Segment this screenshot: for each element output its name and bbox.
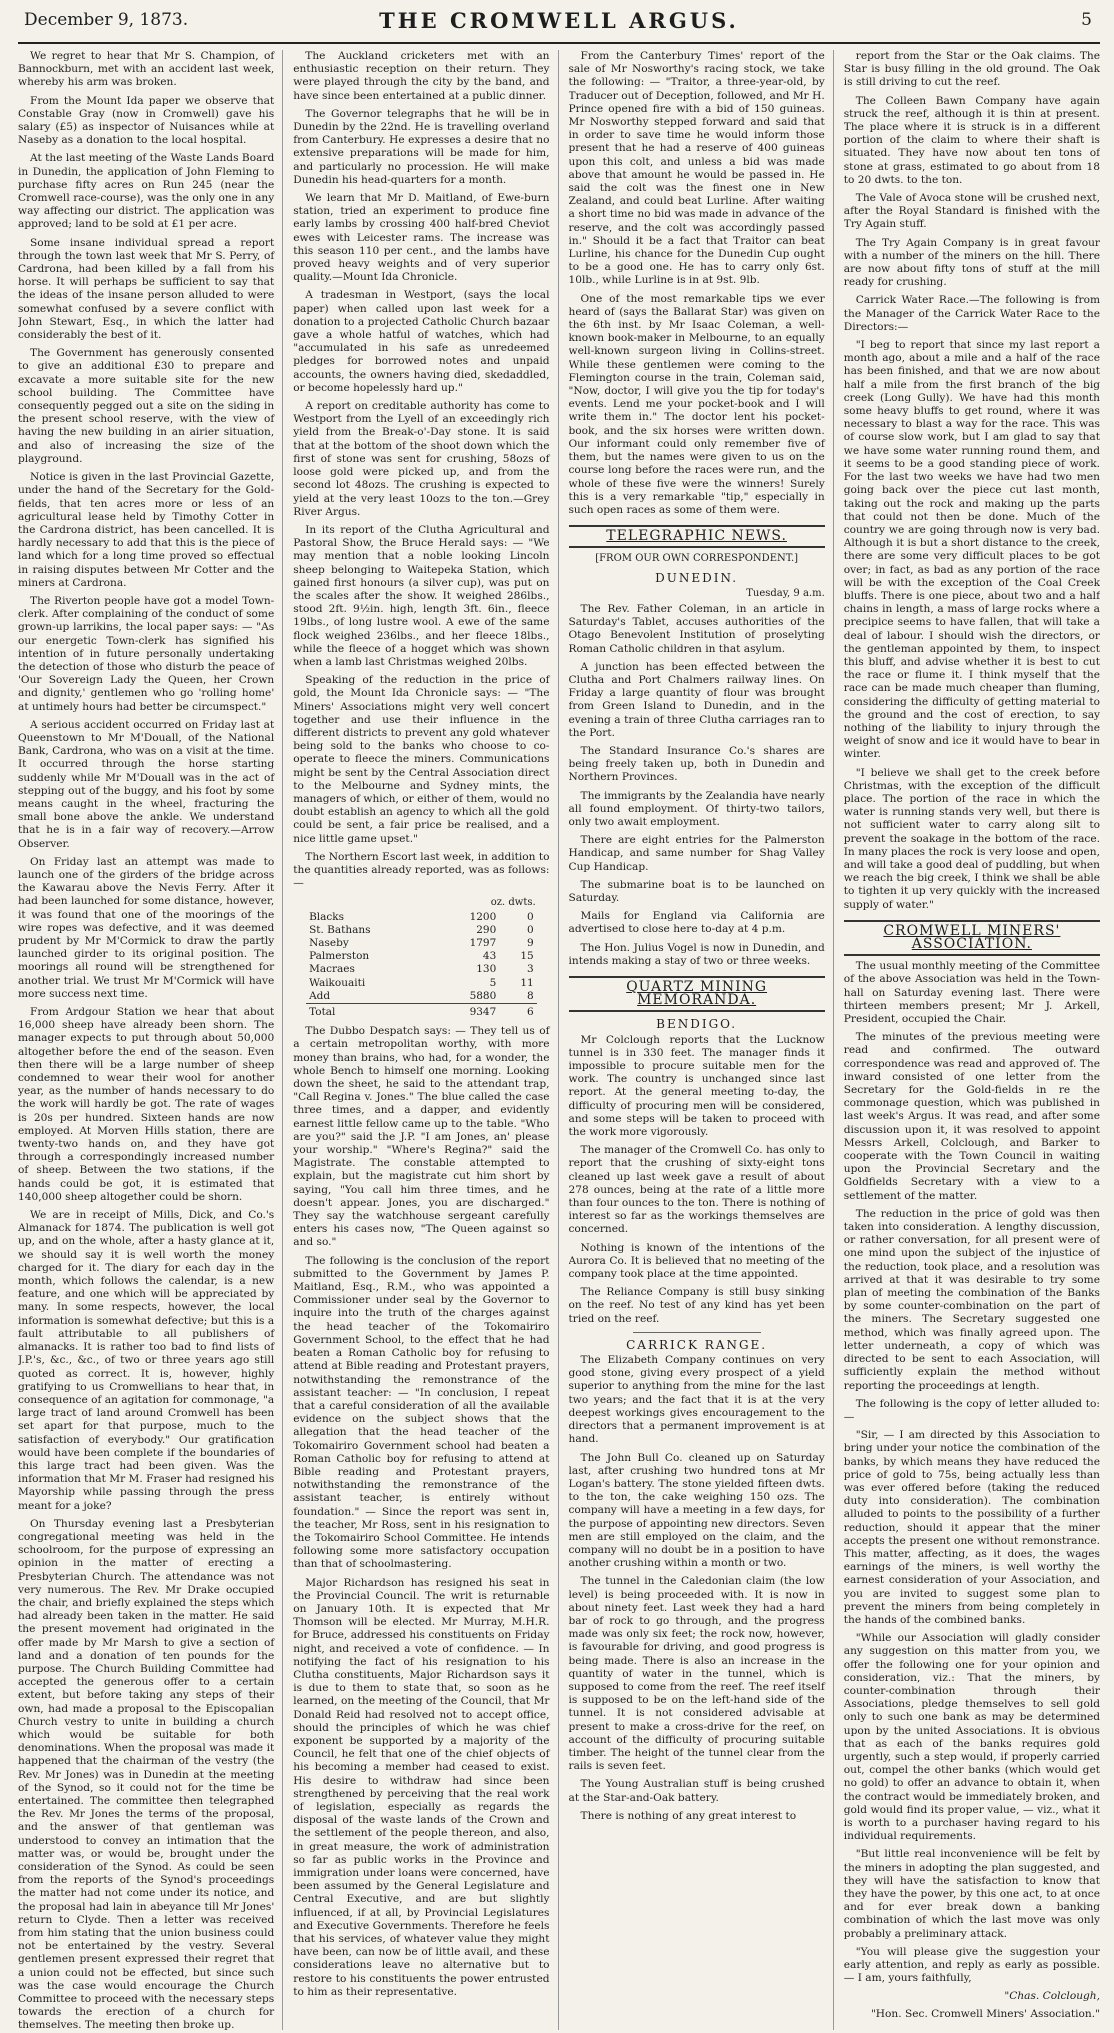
escort-place: Naseby	[309, 937, 349, 949]
association-paragraph: "But little real inconvenience will be felt by the miners in adopting the plan suggested, and they will have the satisfaction to know that they have the power, by this one act, to at once and for ever break down a banking combination of which the last move was only probably a preliminary attack.	[843, 1848, 1100, 1940]
escort-place: Palmerston	[309, 950, 370, 963]
article-paragraph: A tradesman in Westport, (says the local paper) when called upon last week for a donation to a projected Catholic Church bazaar gave a whole hatful of watches, which had "accumulated in his safe as unredeemed pledges for borrowed notes and unpaid accounts, the owners having died, skedaddled, or become hopelessly hard up."	[293, 289, 550, 394]
escort-row	[306, 924, 537, 937]
carrick-item: The Young Australian stuff is being crushed at the Star-and-Oak battery.	[568, 1778, 825, 1804]
article-paragraph: The Vale of Avoca stone will be crushed next, after the Royal Standard is finished with the Try Again stuff.	[843, 192, 1100, 231]
newspaper-title: THE CROMWELL ARGUS.	[379, 8, 739, 33]
escort-oz: 130	[476, 963, 497, 976]
escort-place: Waikouaiti	[309, 976, 366, 989]
article-paragraph: The Colleen Bawn Company have again struck the reef, although it is thin at present. The place where it is struck is in a different portion of the claim to where their shaft is situated. They have now about ten tons of stone at grass, estimated to go about from 18 to 20 dwts. to the ton.	[843, 94, 1100, 186]
escort-dwts: 0	[527, 923, 534, 936]
article-paragraph: Notice is given in the last Provincial Gazette, under the hand of the Secretary for the Gold-fields, that ten acres more or less of an agricultural lease held by Timothy Cotter in the Cardrona district, has been cancelled. It is hardly necessary to add that this is the piece of land which for a long time proved so effectual in raising disputes between Mr Cotter and the miners at Cardrona.	[18, 471, 275, 589]
escort-total-oz: 9347	[436, 1004, 499, 1020]
escort-dwts: 9	[527, 937, 534, 949]
column-1	[18, 50, 283, 2030]
telegraph-item: The submarine boat is to be launched on Saturday.	[568, 878, 825, 904]
article-paragraph: We are in receipt of Mills, Dick, and Co.'s Almanack for 1874. The publication is well got up, and on the whole, after a hasty glance at it, we should say it is well worth the money charged for it. The diary for each day in the month, which follows the calendar, is a new feature, and one which will be appreciated by many. In some respects, however, the local information is somewhat defective; but this is a fault attributable to all publishers of almanacks. It is rather too bad to find lists of J.P.'s, &c., &c., of two or three years ago still quoted as correct. It is, however, highly gratifying to us Cromwellians to hear that, in consequence of an agitation for commonage, "a large tract of land around Cromwell has been set apart for that purpose, much to the satisfaction of everybody." Our gratification would have been complete if the boundaries of this large tract had been given. Was the information that Mr M. Fraser had resigned his Mayorship while passing through the press meant for a joke?	[18, 1209, 275, 1512]
signature-title: "Hon. Sec. Cromwell Miners' Association."	[870, 2007, 1100, 2020]
article-paragraph: The Government has generously consented to give an additional £30 to prepare and excavate a more suitable site for the new school building. The Committee have consequently pegged out a site on the siding in the present school reserve, with the view of having the new building in an airier situation, and also of increasing the size of the playground.	[18, 347, 275, 465]
article-paragraph: Speaking of the reduction in the price of gold, the Mount Ida Chronicle says: — "The Miners' Associations might very well concert together and use their influence in the different districts to prevent any gold whatever being sold to the banks who choose to co-operate to fleece the miners. Communications might be sent by the Central Association direct to the Melbourne and Sydney mints, the managers of which, or either of them, would no doubt establish an agency to which all the gold could be sent, a fair price be realised, and a nice little game upset."	[293, 674, 550, 845]
article-paragraph: From the Mount Ida paper we observe that Constable Gray (now in Cromwell) gave his salary (£5) as inspector of Nuisances while at Naseby as a donation to the local hospital.	[18, 94, 275, 147]
carrick-range-heading: CARRICK RANGE.	[626, 1337, 768, 1352]
divider	[633, 1332, 761, 1333]
article-paragraph: From Ardgour Station we hear that about 16,000 sheep have already been shorn. The manager expects to put through about 50,000 altogether before the end of the season. Even then there will be a large number of sheep condemned to wear their wool for another year, as the number of hands necessary to do the work will hardly be got. The rate of wages is 20s per hundred. Sixteen hands are now employed. At Morven Hills station, there are twenty-two hands on, and they have got through a correspondingly increased number of sheep. Between the two stations, if the hands could be got, it is estimated that 140,000 sheep altogether could be shorn.	[18, 1006, 275, 1203]
carrick-item: The tunnel in the Caledonian claim (the low level) is being proceeded with. It is now in about ninety feet. Last week they had a hard bar of rock to go through, and the progress made was only six feet; the rock now, however, is favourable for driving, and good progress is being made. There is also an increase in the quantity of water in the tunnel, which is supposed to come from the reef. The reef itself is supposed to be on the left-hand side of the tunnel. It is not considered advisable at present to make a cross-drive for the reef, on account of the difficulty of procuring suitable timber. The height of the tunnel clear from the rails is seven feet.	[568, 1575, 825, 1773]
association-paragraph: The reduction in the price of gold was then taken into consideration. A lengthy discussion, or rather conversation, for all present were of one mind upon the subject of the injustice of the reduction, took place, and a resolution was arrived at that it was desirable to try some plan of meeting the combination of the Banks by some counter-combination on the part of the miners. The Secretary suggested one method, which was finally agreed upon. The letter underneath, a copy of which was directed to be sent to each Association, will sufficiently explain the method without reporting the proceedings at length.	[843, 1207, 1100, 1392]
masthead	[18, 8, 1100, 44]
escort-dwts: 11	[520, 976, 534, 989]
signature: "Chas. Colclough,	[1004, 1990, 1100, 2003]
escort-dwts: 0	[527, 910, 534, 923]
quartz-mining-heading: QUARTZ MINING MEMORANDA.	[569, 976, 825, 1012]
escort-place: St. Bathans	[309, 923, 371, 936]
escort-row	[306, 977, 537, 990]
escort-total-dwts: 6	[499, 1004, 536, 1020]
article-paragraph: A report on creditable authority has come to Westport from the Lyell of an exceedingly rich yield from the Break-o'-Day stone. It is said that at the bottom of the shoot down which the first of stone was sent for crushing, 58ozs of loose gold were picked up, and from the second lot 48ozs. The crushing is expected to yield at the very least 10ozs to the ton.—Grey River Argus.	[293, 400, 550, 518]
dunedin-dateline: Tuesday, 9 a.m.	[746, 587, 825, 599]
bendigo-item: The Reliance Company is still busy sinking on the reef. No test of any kind has yet been tried on the reef.	[568, 1286, 825, 1325]
telegraph-item: The Standard Insurance Co.'s shares are being freely taken up, both in Dunedin and Northern Provinces.	[568, 744, 825, 784]
telegraphic-news-heading: TELEGRAPHIC NEWS.	[569, 525, 825, 548]
telegraph-item: The Hon. Julius Vogel is now in Dunedin, and intends making a stay of two or three weeks.	[568, 941, 825, 967]
telegraph-item: The Rev. Father Coleman, in an article in Saturday's Tablet, accuses authorities of the Otago Benevolent Institution of proselyting Roman Catholic children in that asylum.	[568, 602, 825, 655]
escort-total-label: Total	[306, 1004, 436, 1020]
columns	[18, 50, 1100, 2030]
issue-date: December 9, 1873.	[24, 10, 189, 30]
carrick-item: The John Bull Co. cleaned up on Saturday last, after crushing two hundred tons at Mr Logan's battery. The stone yielded fifteen dwts. to the ton, the cake weighing 150 ozs. The company will have a meeting in a few days, for the purpose of appointing new directors. Seven men are still employed on the claim, and the company will no doubt be in a position to have another crushing within a month or two.	[568, 1451, 825, 1570]
article-paragraph: A serious accident occurred on Friday last at Queenstown to Mr M'Douall, of the National Bank, Cardrona, who was on a visit at the time. It occurred through the horse starting suddenly while Mr M'Douall was in the act of stepping out of the buggy, and his foot by some means caught in the wheel, fracturing the small bone above the ankle. We understand that he is in a fair way of recovery.—Arrow Observer.	[18, 718, 275, 850]
escort-place: Add	[309, 989, 331, 1002]
column-4	[844, 50, 1100, 2030]
article-paragraph: Some insane individual spread a report through the town last week that Mr S. Perry, of Cardrona, had been killed by a fall from his horse. It will perhaps be sufficient to say that the ideas of the insane person alluded to were somewhat confused by a severe conflict with John Stewart, Esq., in which the latter had considerably the best of it.	[18, 236, 275, 342]
association-paragraph: The usual monthly meeting of the Committee of the above Association was held in the Town-hall on Saturday evening last. There were thirteen members present; Mr J. Arkell, President, occupied the Chair.	[843, 960, 1100, 1026]
article-paragraph: The Northern Escort last week, in addition to the quantities already reported, was as follows:—	[293, 850, 550, 890]
bendigo-item: Mr Colclough reports that the Lucknow tunnel is in 330 feet. The manager finds it impossible to procure suitable men for the work. The country is unchanged since last report. At the general meeting to-day, the difficulty of procuring men will be considered, and some steps will be taken to proceed with the work more vigorously.	[568, 1033, 825, 1139]
escort-row	[306, 937, 537, 950]
escort-dwts: 3	[527, 963, 534, 976]
escort-oz: 1200	[469, 910, 497, 923]
carrick-item: There is nothing of any great interest to	[580, 1809, 797, 1822]
article-paragraph: We learn that Mr D. Maitland, of Ewe-burn station, tried an experiment to produce fine early lambs by crossing 400 half-bred Cheviot ewes with Leicester rams. The increase was this season 110 per cent., and the lambs have proved heavy weights and of very superior quality.—Mount Ida Chronicle.	[293, 192, 550, 284]
escort-dwts: 8	[527, 989, 534, 1002]
telegraph-item: A junction has been effected between the Clutha and Port Chalmers railway lines. On Friday a large quantity of flour was brought from Green Island to Dunedin, and in the evening a train of three Clutha carriages ran to the Port.	[568, 660, 825, 739]
article-paragraph: The Governor telegraphs that he will be in Dunedin by the 22nd. He is travelling overland from Canterbury. He expresses a desire that no extensive preparations will be made for him, and particularly no procession. He will make Dunedin his head-quarters for a month.	[293, 107, 550, 186]
telegraph-item: Mails for England via California are advertised to close here to-day at 4 p.m.	[568, 910, 825, 936]
article-paragraph: The Dubbo Despatch says: — They tell us of a certain metropolitan worthy, with more money than brains, who had, for a wonder, the whole Bench to himself one morning. Looking down the sheet, he said to the attendant trap, "Call Regina v. Jones." The blue called the case three times, and a dapper, and evidently earnest little fellow came up to the table. "Who are you?" said the J.P. "I am Jones, an' please your worship." "Where's Regina?" said the Magistrate. The constable attempted to explain, but the magistrate cut him short by saying, "You call him three times, and he doesn't appear. Jones, you are discharged." They say the watchhouse sergeant carefully enters his cases now, "The Queen against so and so."	[293, 1025, 550, 1249]
article-paragraph: Major Richardson has resigned his seat in the Provincial Council. The writ is returnable on January 10th. It is expected that Mr Thomson will be elected. Mr Murray, M.H.R. for Bruce, addressed his constituents on Friday night, and received a vote of confidence. — In notifying the fact of his resignation to his Clutha constituents, Major Richardson says it is due to them to state that, so soon as he learned, on the meeting of the Council, that Mr Donald Reid had resolved not to accept office, should the principles of which he was chief exponent be supported by a majority of the Council, he felt that one of the chief objects of his becoming a member had ceased to exist. His desire to withdraw had since been strengthened by perceiving that the real work of legislation, especially as regards the disposal of the waste lands of the Crown and the settlement of the people thereon, and also, in great measure, the work of administration so far as public works in the Province and immigration under loans were concerned, have been assumed by the General Legislature and Central Executive, and are but slightly influenced, if at all, by Provincial Legislatures and Executive Governments. Therefore he feels that his services, of whatever value they might have been, can now be of little avail, and these considerations leave no alternative but to restore to his constituents the power entrusted to him as their representative.	[293, 1576, 550, 1998]
article-paragraph: In its report of the Clutha Agricultural and Pastoral Show, the Bruce Herald says: — "We may mention that a noble looking Lincoln sheep belonging to Waitepeka Station, which gained first honours (a silver cup), was put on the scales after the show. It weighed 286lbs., stood 2ft. 9½in. high, length 3ft. 6in., fleece 19lbs., of long lustre wool. A ewe of the same flock weighed 236lbs., and her fleece 18lbs., while the fleece of a hogget which was shown when a lamb last Christmas weighed 20lbs.	[293, 523, 550, 668]
association-paragraph: The following is the copy of letter alluded to: —	[843, 1397, 1100, 1423]
article-paragraph: The following is the conclusion of the report submitted to the Government by James P. Maitland, Esq., R.M., who was appointed a Commissioner under seal by the Governor to inquire into the truth of the charges against the head teacher of the Tokomairiro Government School, to the effect that he had beaten a Roman Catholic boy for refusing to attend at Bible reading and Protestant prayers, notwithstanding the remonstrance of the assistant teacher: — "In conclusion, I repeat that a careful consideration of all the available evidence on the subject shows that the allegation that the head teacher of the Tokomairiro Government school had beaten a Roman Catholic boy for refusing to attend at Bible reading and Protestant prayers, notwithstanding the remonstrance of the assistant teacher, is entirely without foundation." — Since the report was sent in, the teacher, Mr Ross, sent in his resignation to the Tokomairiro School Committee. He intends following some more satisfactory occupation than that of schoolmastering.	[293, 1254, 550, 1571]
article-paragraph: We regret to hear that Mr S. Champion, of Bannockburn, met with an accident last week, whereby his arm was broken.	[18, 50, 275, 89]
article-paragraph: From the Canterbury Times' report of the sale of Mr Nosworthy's racing stock, we take the following: — "Traitor, a three-year-old, by Traducer out of Deception, followed, and Mr H. Prince opened fire with a bid of 150 guineas. Mr Nosworthy stepped forward and said that in order to save time he would inform those present that he had a reserve of 400 guineas upon this colt, and unless a bid was made above that amount he would be passed in. He said the colt was the finest one in New Zealand, and could beat Lurline. After waiting a short time no bid was made in advance of the reserve, and the colt was accordingly passed in." Should it be a fact that Traitor can beat Lurline, his chance for the Dunedin Cup ought to be a good one. He has to carry only 6st. 10lb., while Lurline is in at 9st. 9lb.	[568, 50, 825, 287]
water-race-paragraph: "I believe we shall get to the creek before Christmas, with the exception of the difficult place. The portion of the race in which the water is running stands very well, but there is not sufficient water to carry along silt to prevent the soakage in the bottom of the race. In many places the rock is very loose and open, and will take a good deal of puddling, but when we reach the big creek, I think we shall be able to tighten it up very quickly with the increased supply of water."	[843, 766, 1100, 911]
telegraph-item: The immigrants by the Zealandia have nearly all found employment. Of thirty-two tailors, only two await employment.	[568, 789, 825, 828]
escort-oz: 1797	[469, 937, 497, 949]
escort-table-header: oz. dwts.	[490, 897, 536, 909]
article-paragraph: One of the most remarkable tips we ever heard of (says the Ballarat Star) was given on the 6th inst. by Mr Isaac Coleman, a well-known book-maker in Melbourne, to an equally well-known surgeon living in Collins-street. While these gentlemen were coming to the Flemington course in the train, Coleman said, "Now, doctor, I will give you the tip for today's events. Lend me your pocket-book and I will write them in." The doctor lent his pocket-book, and the six horses were written down. Our informant could only remember five of them, but the names were given to us on the course long before the races were run, and the whole of these five were the winners! Surely this is a very remarkable "tip," especially in such open races as some of them were.	[568, 292, 825, 516]
escort-row	[306, 990, 537, 1004]
article-paragraph: On Friday last an attempt was made to launch one of the girders of the bridge across the Kawarau above the Nevis Ferry. After it had been launched for some distance, however, it was found that one of the moorings of the wire ropes was defective, and it was deemed prudent by Mr M'Cormick to draw the partly launched girder to its original position. The moorings all round will be strengthened for another trial. We trust Mr M'Cormick will have more success next time.	[18, 855, 275, 1000]
association-paragraph: "Sir, — I am directed by this Association to bring under your notice the combination of the banks, by which means they have reduced the price of gold to 75s, being actually less than was ever offered before (taking the reduced duty into consideration). The combination alluded to points to the possibility of a further reduction, should it appear that the miner accepts the present one without remonstrance. This matter, affecting, as it does, the wages earnings of the miners, is well worthy the earnest consideration of your Association, and you are invited to suggest some plan to prevent the miners from being completely in the hands of the combined banks.	[843, 1429, 1100, 1626]
escort-oz: 5	[489, 976, 497, 989]
page-number: 5	[1081, 10, 1092, 30]
association-paragraph: "While our Association will gladly consider any suggestion on this matter from you, we offer the following one for your opinion and consideration, viz.: That the miners, by counter-combination through their Associations, pledge themselves to sell gold only to such one bank as may be determined upon by the united Associations. It is obvious that as each of the banks requires gold urgently, such a step would, if properly carried out, compel the other banks (which would get no gold) to offer an advance to obtain it, when the contract would be immediately broken, and gold would find its proper value, — viz., what it is worth to a purchaser having regard to his individual requirements.	[843, 1632, 1100, 1843]
bendigo-item: The manager of the Cromwell Co. has only to report that the crushing of sixty-eight tons cleaned up last week gave a result of about 278 ounces, being at the rate of a little more than four ounces to the ton. There is nothing of interest so far as the workings themselves are concerned.	[568, 1144, 825, 1236]
water-race-intro: Carrick Water Race.—The following is from the Manager of the Carrick Water Race to the Directors:—	[843, 294, 1100, 333]
column-2	[293, 50, 558, 2030]
escort-oz: 290	[476, 923, 497, 936]
dunedin-heading: DUNEDIN.	[655, 570, 739, 585]
carrick-item: The Elizabeth Company continues on very good stone, giving every prospect of a yield superior to anything from the mine for the last two years; and the fact that it is at the very deepest workings gives encouragement to the directors that a permanent improvement is at hand.	[568, 1354, 825, 1446]
escort-oz: 43	[482, 950, 497, 963]
article-paragraph: At the last meeting of the Waste Lands Board in Dunedin, the application of John Fleming to purchase fifty acres on Run 245 (near the Cromwell race-course), was the only one in any way affecting our district. The application was approved; land to be sold at £1 per acre.	[18, 152, 275, 231]
escort-place: Macraes	[309, 963, 355, 976]
article-paragraph: The Auckland cricketers met with an enthusiastic reception on their return. They were played through the city by the band, and have since been entertained at a public dinner.	[293, 50, 550, 102]
article-paragraph: report from the Star or the Oak claims. The Star is busy filling in the old ground. The Oak is still driving to cut the reef.	[843, 50, 1100, 89]
escort-total-row	[306, 1004, 537, 1020]
article-paragraph: The Riverton people have got a model Town-clerk. After complaining of the conduct of some grown-up larrikins, the local paper says: — "As our energetic Town-clerk has signified his intention of in future personally undertaking the detection of those who disturb the peace of 'Our Sovereign Lady the Queen, her Crown and dignity,' gentlemen who go 'rolling home' at untimely hours had better be circumspect."	[18, 594, 275, 713]
escort-row	[306, 963, 537, 976]
telegraph-item: There are eight entries for the Palmerston Handicap, and same number for Shag Valley Cup Handicap.	[568, 834, 825, 873]
association-paragraph: The minutes of the previous meeting were read and confirmed. The outward correspondence was read and approved of. The inward consisted of one letter from the Secretary for the Gold-fields in re the commonage question, which was published in last week's Argus. It was read, and after some discussion upon it, it was resolved to appoint Messrs Arkell, Colclough, and Barker to cooperate with the Town Council in waiting upon the Provincial Secretary and the Goldfields Secretary with a view to a settlement of the matter.	[843, 1031, 1100, 1202]
escort-row	[306, 911, 537, 924]
correspondent-note: [FROM OUR OWN CORRESPONDENT.]	[595, 553, 799, 565]
escort-place: Blacks	[309, 910, 345, 923]
bendigo-heading: BENDIGO.	[656, 1017, 738, 1032]
column-3	[569, 50, 834, 2030]
water-race-paragraph: "I beg to report that since my last report a month ago, about a mile and a half of the race has been finished, and that we are now about half a mile from the first branch of the big creek (Long Gully). We have had this month some heavy bluffs to get round, where it was necessary to blast a way for the race. This was of course slow work, but I am glad to say that we have some water running round them, and it seems to be a good standing piece of work. For the last two weeks we have had two men going back over the piece cut last month, taking out the rock and making up the parts that could not then be done. Much of the country we are going through now is very bad. Although it is but a short distance to the creek, there are some very difficult places to be got over; in fact, as bad as any portion of the race will be with the exception of the Coal Creek bluffs. There is one piece, about two and a half chains in length, a mass of large rocks where a precipice seems to have fallen, that will take a deal of labour. I should wish the directors, or the gentleman appointed by them, to inspect this bluff, and advise whether it is best to cut the race or flume it. I think myself that the race can be made much cheaper than fluming, considering the difficulty of getting material to the ground and the cost of erection, to say nothing of the liability to injury through the weight of snow and ice it would have to bear in winter.	[843, 339, 1100, 761]
bendigo-item: Nothing is known of the intentions of the Aurora Co. It is believed that no meeting of the company took place at the time appointed.	[568, 1241, 825, 1281]
association-paragraph: "You will please give the suggestion your early attention, and reply as early as possible. — I am, yours faithfully,	[843, 1945, 1100, 1985]
escort-oz: 5880	[469, 989, 497, 1002]
escort-row	[306, 950, 537, 963]
escort-dwts: 15	[520, 950, 534, 963]
miners-association-heading: CROMWELL MINERS' ASSOCIATION.	[844, 920, 1100, 956]
article-paragraph: On Thursday evening last a Presbyterian congregational meeting was held in the schoolroom, for the purpose of expressing an opinion in the matter of erecting a Presbyterian Church. The attendance was not very numerous. The Rev. Mr Drake occupied the chair, and briefly explained the steps which had already been taken in the matter. He said the present movement had originated in the offer made by Mr Marsh to give a section of land and a donation of ten pounds for the purpose. The Church Building Committee had accepted the generous offer to a certain extent, but before taking any steps of their own, had made a proposal to the Episcopalian Church vestry to unite in building a church which would be suitable for both denominations. When the proposal was made it happened that the chairman of the vestry (the Rev. Mr Jones) was in Dunedin at the meeting of the Synod, so it could not for the time be entertained. The committee then telegraphed the Rev. Mr Jones the terms of the proposal, and the answer of that gentleman was understood to convey an intimation that the matter was, or would be, brought under the consideration of the Synod. As could be seen from the reports of the Synod's proceedings the matter had not come under its notice, and the proposal had lain in abeyance till Mr Jones' return to Clyde. Then a letter was received from him stating that the union business could not be entertained by the vestry. Several gentlemen present expressed their regret that a union could not be effected, but since such was the case would encourage the Church Committee to proceed with the necessary steps towards the erection of a church for themselves. The meeting then broke up.	[18, 1517, 275, 2030]
escort-table	[306, 895, 537, 1019]
article-paragraph: The Try Again Company is in great favour with a number of the miners on the hill. There are now about fifty tons of stuff at the mill ready for crushing.	[843, 236, 1100, 289]
